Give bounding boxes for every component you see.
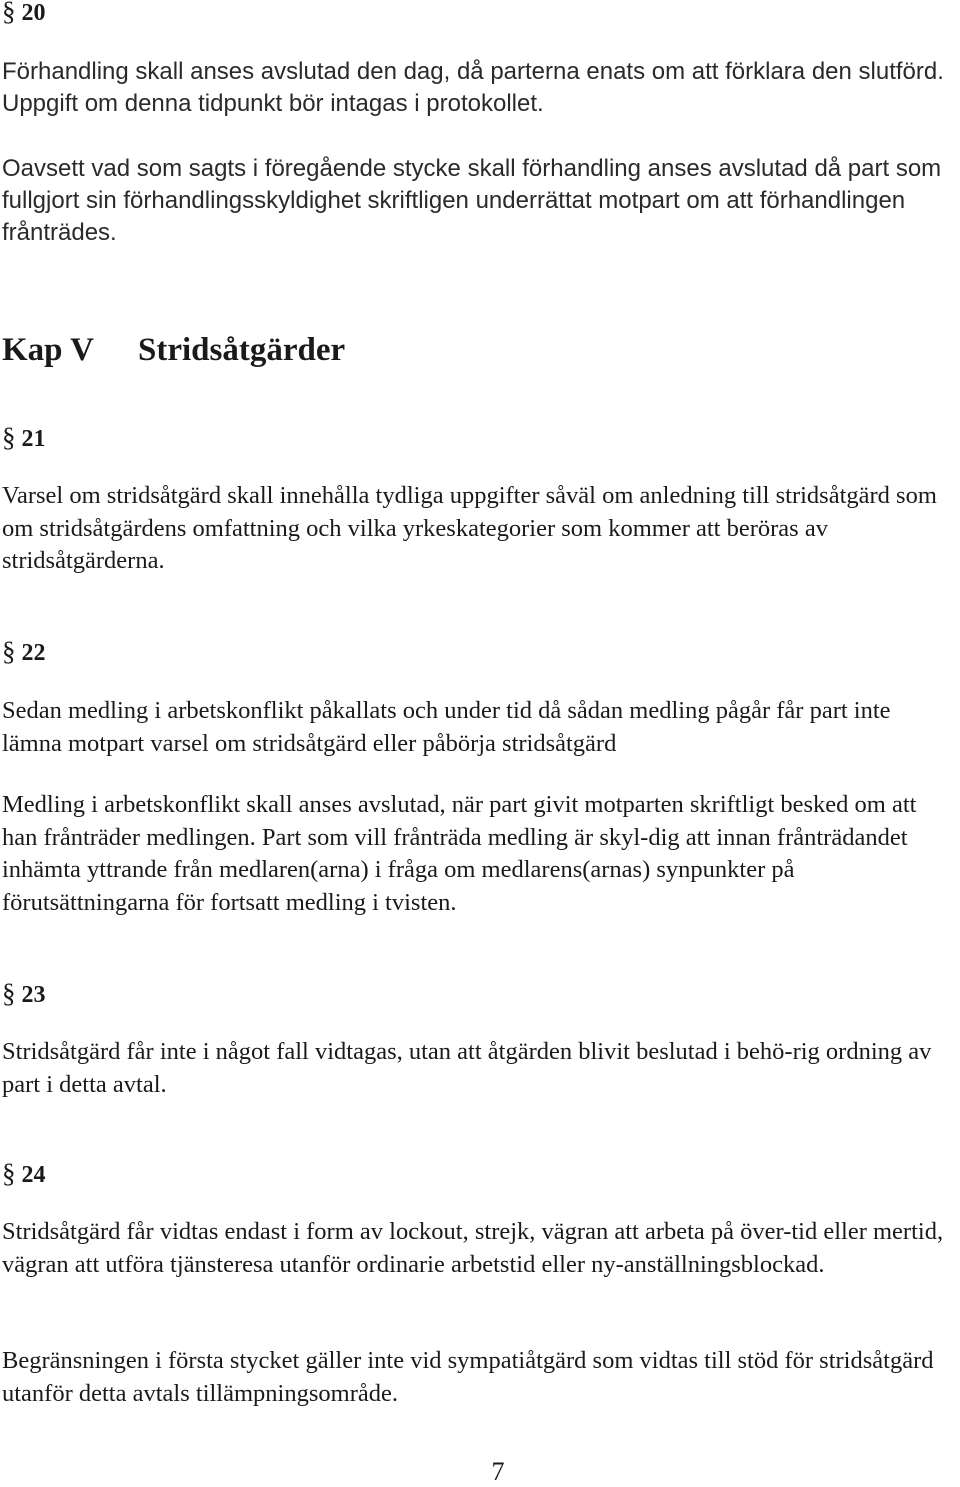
section-number: 23 bbox=[21, 982, 46, 1008]
section-symbol: § bbox=[2, 0, 16, 26]
section-number: 24 bbox=[21, 1162, 46, 1188]
section-24-paragraph-1: Stridsåtgärd får vidtas endast i form av lockout, strejk, vägran att arbeta på över-tid eller mertid, vägran att utföra tjänsteresa utanför ordinarie arbetstid eller ny-anställningsblockad. bbox=[2, 1218, 944, 1278]
section-heading-23 bbox=[2, 978, 952, 1010]
section-heading-24 bbox=[2, 1158, 952, 1190]
section-number: 21 bbox=[21, 426, 46, 452]
section-symbol: § bbox=[2, 978, 16, 1008]
section-20-paragraph-2: Oavsett vad som sagts i föregående stycke skall förhandling anses avslutad då part som fullgjort sin förhandlingsskyldighet skriftligen underrättat motpart om att förhandlingen frånträdes. bbox=[2, 155, 942, 246]
section-symbol: § bbox=[2, 636, 16, 666]
section-heading-21 bbox=[2, 422, 952, 454]
chapter-title: Stridsåtgärder bbox=[138, 332, 346, 368]
chapter-heading bbox=[2, 330, 345, 370]
section-22-paragraph-1: Sedan medling i arbetskonflikt påkallats och under tid då sådan medling pågår får part inte lämna motpart varsel om stridsåtgärd eller påbörja stridsåtgärd bbox=[2, 697, 891, 757]
page-number: 7 bbox=[491, 1457, 505, 1486]
section-22-paragraph-2: Medling i arbetskonflikt skall anses avslutad, när part givit motparten skriftligt besked om att han frånträder medlingen. Part som vill frånträda medling är skyl-dig att innan frånträdandet inhämta yttrande från medlaren(arna) i fråga om medlarens(arnas) synpunkter på förutsättningarna för fortsatt medling i tvisten. bbox=[2, 791, 917, 916]
section-symbol: § bbox=[2, 1158, 16, 1188]
section-21-paragraph-1: Varsel om stridsåtgärd skall innehålla tydliga uppgifter såväl om anledning till stridsåtgärd som om stridsåtgärdens omfattning och vilka yrkeskategorier som kommer att beröras av stridsåtgärderna. bbox=[2, 482, 937, 574]
section-symbol: § bbox=[2, 422, 16, 452]
section-heading-22 bbox=[2, 636, 952, 668]
section-heading-20 bbox=[2, 0, 952, 28]
section-number: 22 bbox=[21, 640, 46, 666]
chapter-label: Kap V bbox=[2, 332, 95, 368]
section-23-paragraph-1: Stridsåtgärd får inte i något fall vidtagas, utan att åtgärden blivit beslutad i behö-rig ordning av part i detta avtal. bbox=[2, 1038, 932, 1098]
section-20-paragraph-1: Förhandling skall anses avslutad den dag, då parterna enats om att förklara den slutförd. Uppgift om denna tidpunkt bör intagas i protokollet. bbox=[2, 58, 944, 117]
section-number: 20 bbox=[21, 0, 46, 26]
section-24-paragraph-2: Begränsningen i första stycket gäller inte vid sympatiåtgärd som vidtas till stöd för stridsåtgärd utanför detta avtals tillämpningsområde. bbox=[2, 1347, 934, 1407]
